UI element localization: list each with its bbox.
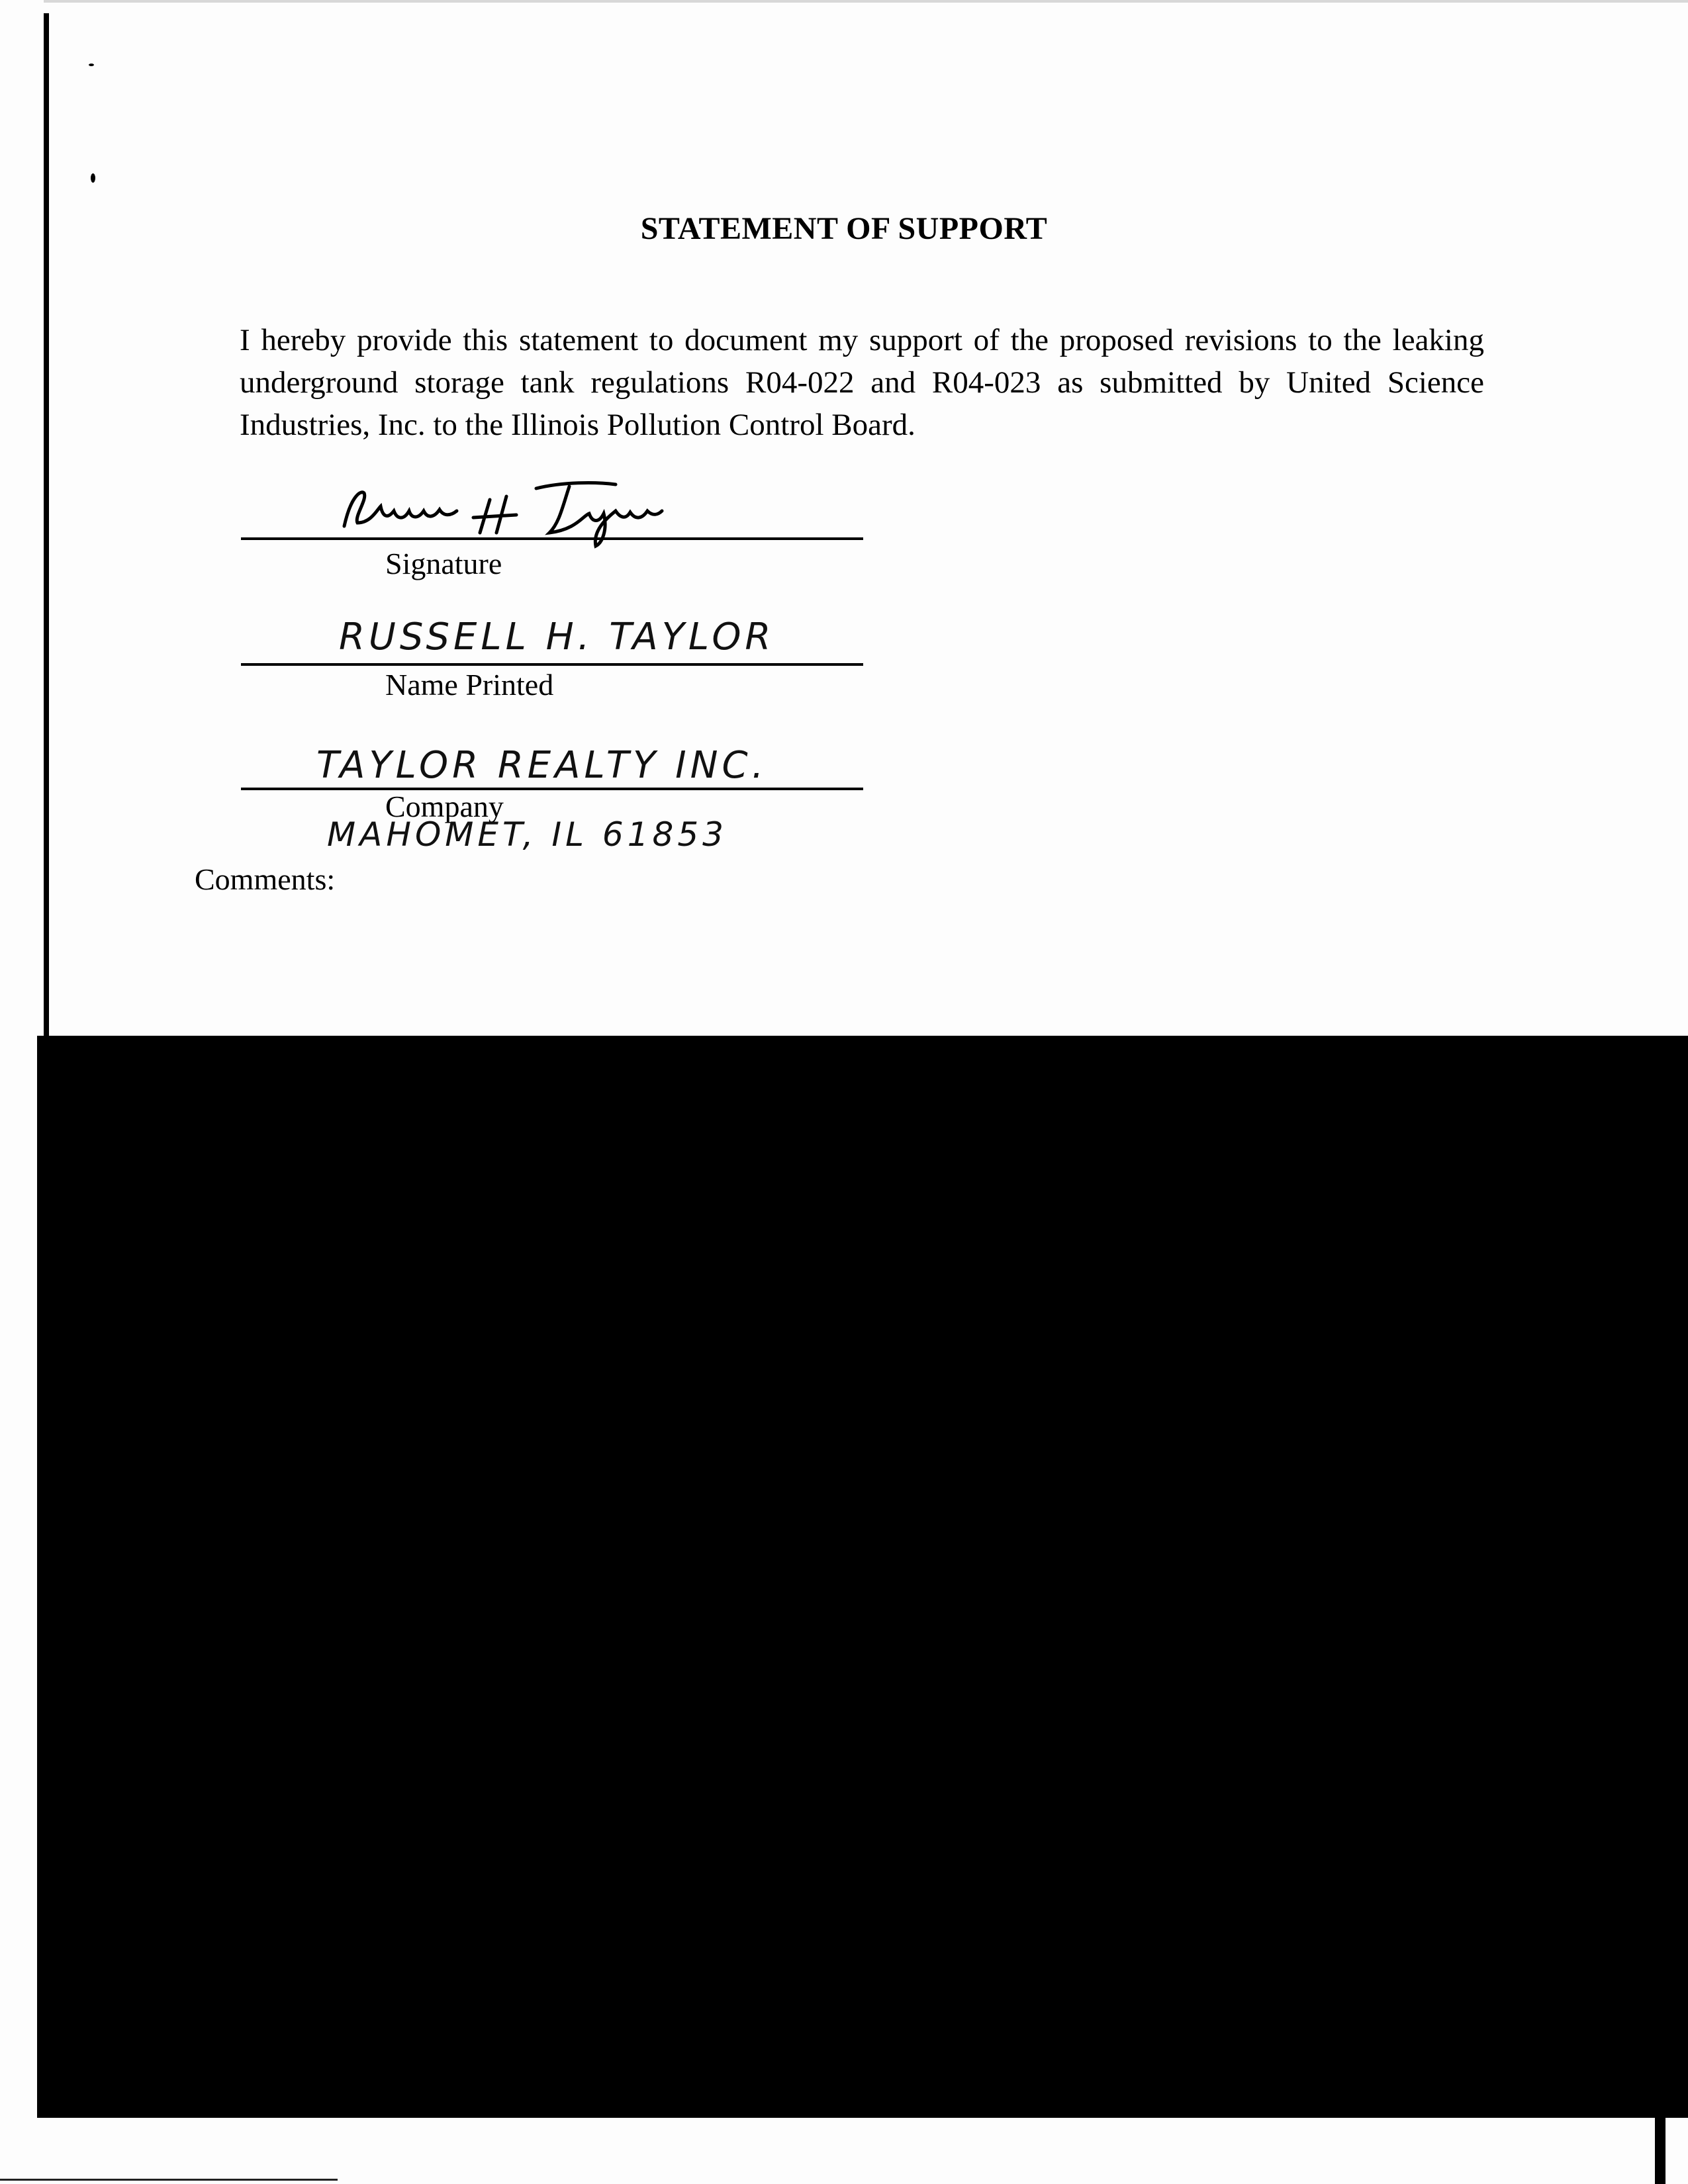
redaction-block	[37, 1036, 1688, 2118]
scan-right-edge	[1655, 2118, 1665, 2184]
scan-bottom-rule	[0, 2179, 338, 2181]
document-title: STATEMENT OF SUPPORT	[640, 211, 1048, 246]
name-printed-line	[241, 663, 863, 666]
scan-speck	[89, 64, 94, 66]
company-value: TAYLOR REALTY INC.	[316, 744, 768, 787]
name-printed-label: Name Printed	[385, 668, 554, 702]
company-line	[241, 788, 863, 790]
statement-paragraph: I hereby provide this statement to document my support of the proposed revisions to the leaking underground storage tank regulations R04-022 and R04-023 as submitted by United Science Industries, Inc. to the Illinois Pollution Control Board.	[240, 323, 1484, 442]
signature-line	[241, 537, 863, 540]
company-address-value: MAHOMET, IL 61853	[327, 815, 727, 854]
signature-label: Signature	[385, 547, 502, 580]
company-label: Company	[385, 790, 504, 823]
name-printed-value: RUSSELL H. TAYLOR	[339, 615, 775, 659]
scan-top-edge	[44, 0, 1688, 3]
comments-label: Comments:	[195, 862, 336, 896]
scan-left-edge	[44, 13, 49, 1046]
scan-speck	[91, 173, 95, 183]
